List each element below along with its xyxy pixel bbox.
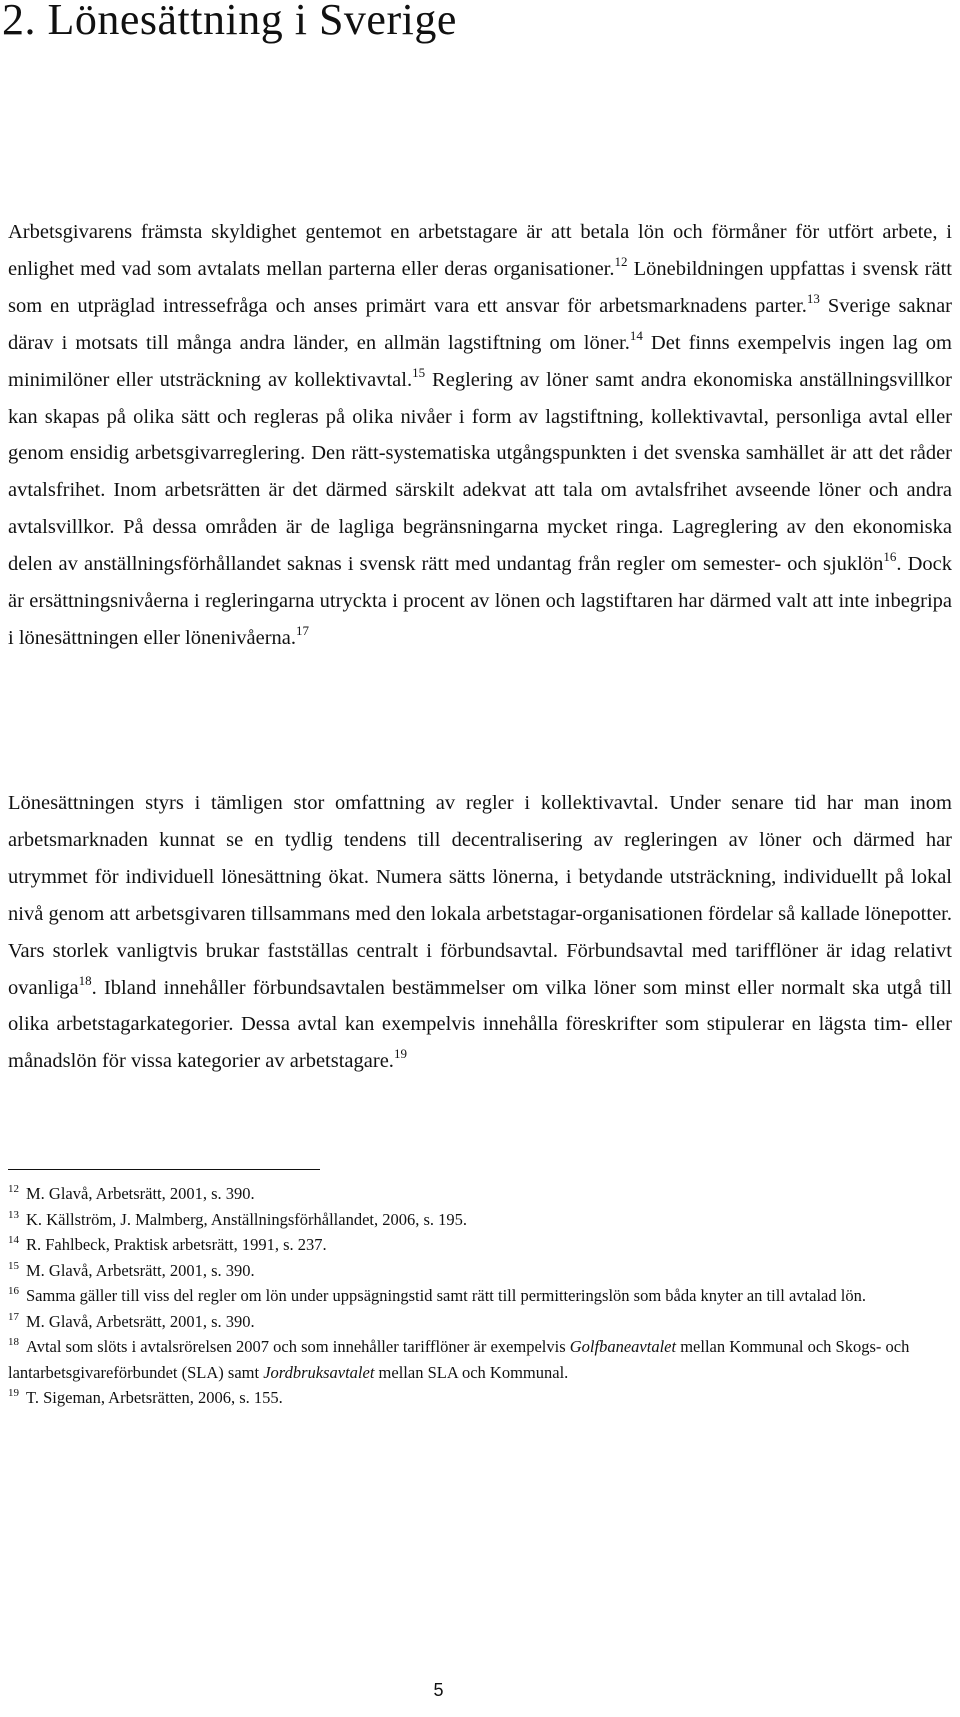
footnote-12: [8, 1181, 952, 1207]
footnote-ref-12[interactable]: 12: [614, 253, 628, 269]
footnote-text: mellan Kommunal och Skogs- och lantarbetsgivareförbundet (SLA) samt: [8, 1337, 910, 1382]
footnote-number: 12: [8, 1183, 19, 1195]
footnote-number: 18: [8, 1336, 19, 1348]
footnote-italic-title: Jordbruksavtalet: [263, 1362, 375, 1382]
footnote-ref-14[interactable]: 14: [629, 327, 643, 343]
footnote-italic-title: Golfbaneavtalet: [569, 1337, 677, 1356]
footnote-text: mellan SLA och Kommunal.: [374, 1362, 569, 1382]
p2-text-2: . Ibland innehåller förbundsavtalen bestämmelser om vilka löner som minst eller normalt ska utgå till olika arbetstagarkategorier. Dessa avtal kan exempelvis innehålla föreskrifter som stipulerar en lägsta tim- eller månadslön för vissa kategorier av arbetstagare.: [8, 976, 952, 1073]
footnote-text: M. Glavå, Arbetsrätt, 2001, s. 390.: [26, 1184, 255, 1203]
p1-text-2: Lönebildningen uppfattas i svensk rätt som en utpräglad intressefråga och anses primärt vara ett ansvar för arbetsmarknadens parter.: [8, 257, 952, 317]
footnote-text: M. Glavå, Arbetsrätt, 2001, s. 390.: [26, 1311, 255, 1331]
footnote-text: Avtal som slöts i avtalsrörelsen 2007 och som innehåller tarifflöner är exempelvis: [26, 1337, 570, 1356]
page-number: 5: [433, 1680, 444, 1700]
paragraph-2: [8, 785, 952, 1080]
p1-text-5: Reglering av löner samt andra ekonomiska anställningsvillkor kan skapas på olika sätt och regleras på olika nivåer i form av lagstiftning, kollektivavtal, personliga avtal eller genom ensidig arbetsgivarreglering. Den rätt-systematiska utgångspunkten i det svenska samhället är att det råder avtalsfrihet. Inom arbetsrätten är det därmed särskilt adekvat att tala om avtalsfrihet avseende löner och andra avtalsvillkor. På dessa områden är de lagliga begränsningarna mycket ringa. Lagreglering av den ekonomiska delen av anställningsförhållandet saknas i svensk rätt med undantag från regler om semester- och sjuklön: [8, 368, 952, 576]
footnote-number: 17: [8, 1310, 19, 1323]
footnote-ref-15[interactable]: 15: [412, 364, 426, 380]
footnote-15: [8, 1258, 952, 1284]
footnote-ref-16[interactable]: 16: [883, 549, 897, 565]
footnote-ref-18[interactable]: 18: [78, 972, 92, 988]
section-heading: 2. Lönesättning i Sverige: [2, 0, 457, 44]
footnote-16: [8, 1283, 952, 1309]
paragraph-1: [8, 214, 952, 657]
footnote-ref-17[interactable]: 17: [296, 622, 310, 638]
p1-text-1: Arbetsgivarens främsta skyldighet gentemot en arbetstagare är att betala lön och förmåner för utfört arbete, i enlighet med vad som avtalats mellan parterna eller deras organisationer.: [8, 221, 952, 280]
footnote-number: 14: [8, 1234, 19, 1246]
footnote-number: 15: [8, 1259, 19, 1272]
footnote-13: [8, 1207, 952, 1233]
footnote-number: 13: [8, 1208, 19, 1221]
p1-text-4: Det finns exempelvis ingen lag om minimilöner eller utsträckning av kollektivavtal.: [8, 331, 952, 391]
footnote-18: [8, 1334, 952, 1385]
footnote-text: T. Sigeman, Arbetsrätten, 2006, s. 155.: [26, 1388, 283, 1407]
p2-text-1: Lönesättningen styrs i tämligen stor omfattning av regler i kollektivavtal. Under senare tid har man inom arbetsmarknaden kunnat se en tydlig tendens till decentralisering av regleringen av löner och därmed har utrymmet för individuell lönesättning ökat. Numera sätts lönerna, i betydande utsträckning, individuellt på lokal nivå genom att arbetsgivaren tillsammans med den lokala arbetstagar-organisationen fördelar så kallade lönepotter. Vars storlek vanligtvis brukar fastställas centralt i förbundsavtal. Förbundsavtal med tarifflöner är idag relativt ovanliga: [8, 792, 952, 999]
p1-text-3: Sverige saknar därav i motsats till många andra länder, en allmän lagstiftning om löner.: [8, 294, 953, 354]
footnote-number: 16: [8, 1285, 19, 1297]
footnote-ref-13[interactable]: 13: [806, 290, 820, 306]
footnote-number: 19: [8, 1387, 19, 1399]
footnote-14: [8, 1232, 952, 1258]
footnotes: [8, 1181, 952, 1411]
footnote-17: [8, 1309, 952, 1335]
footnote-ref-19[interactable]: 19: [393, 1046, 407, 1062]
p1-text-6: . Dock är ersättningsnivåerna i regleringarna utryckta i procent av lönen och lagstiftaren har därmed valt att inte inbegripa i lönesättningen eller lönenivåerna.: [8, 553, 952, 649]
footnote-19: [8, 1385, 952, 1411]
footnote-text: R. Fahlbeck, Praktisk arbetsrätt, 1991, s. 237.: [26, 1235, 327, 1254]
footnote-separator: [8, 1169, 320, 1170]
footnote-text: Samma gäller till viss del regler om lön under uppsägningstid samt rätt till permitteringslön som båda knyter an till avtalad lön.: [26, 1286, 866, 1305]
footnote-text: M. Glavå, Arbetsrätt, 2001, s. 390.: [26, 1260, 255, 1280]
footnote-text: K. Källström, J. Malmberg, Anställningsförhållandet, 2006, s. 195.: [26, 1209, 468, 1229]
